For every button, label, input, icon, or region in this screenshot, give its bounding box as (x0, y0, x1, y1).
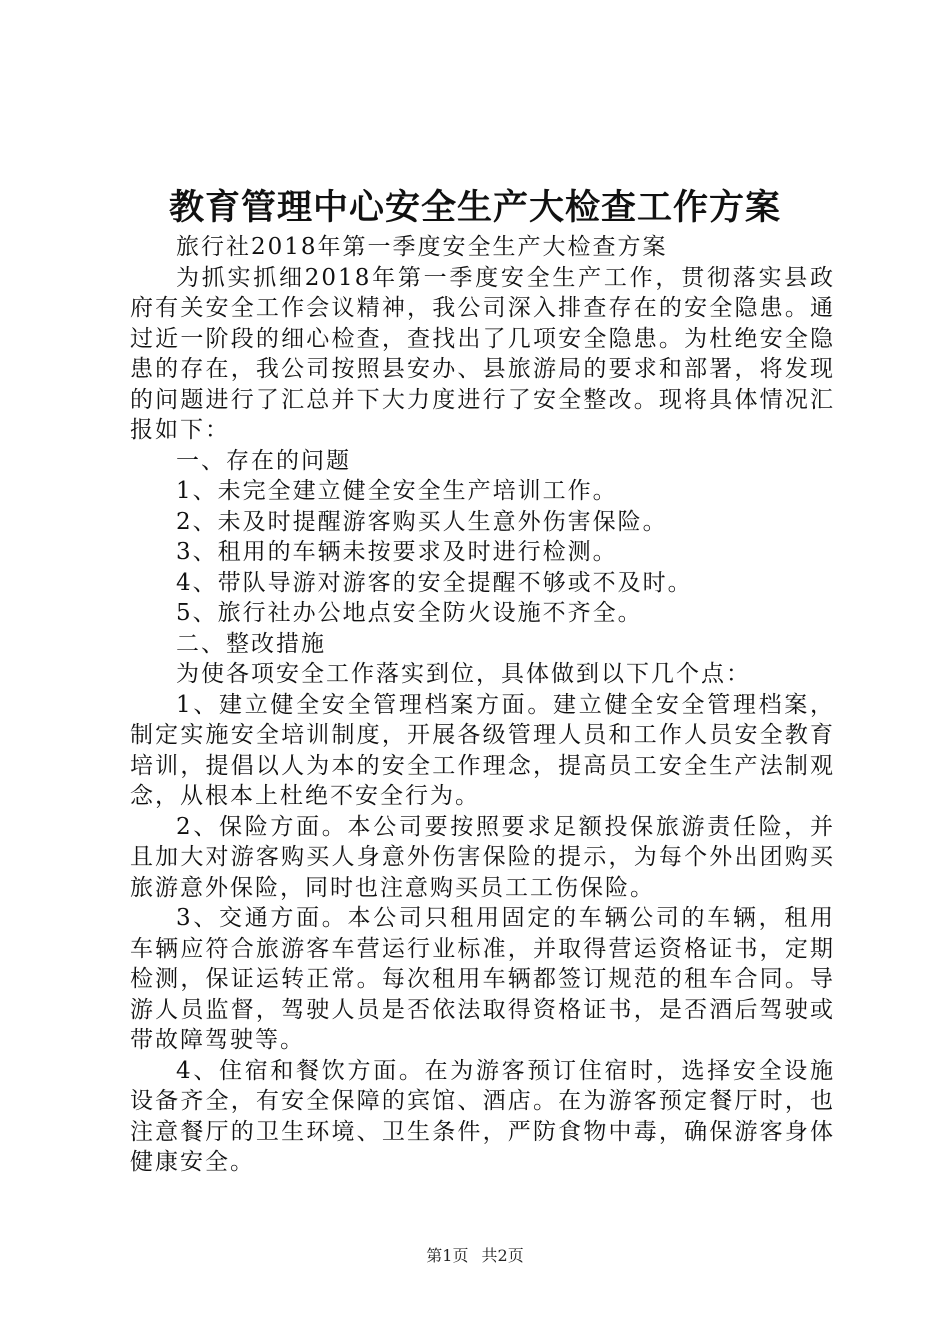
paragraph-measures-intro: 为使各项安全工作落实到位，具体做到以下几个点： (176, 661, 751, 687)
page-footer (0, 1246, 950, 1266)
problem-item: 3、租用的车辆未按要求及时进行检测。 (176, 539, 618, 565)
problem-item: 5、旅行社办公地点安全防火设施不齐全。 (176, 600, 643, 626)
page-number-current: 第1页 (426, 1246, 469, 1265)
paragraph-subtitle: 旅行社2018年第一季度安全生产大检查方案 (176, 234, 668, 260)
page-number-total: 共2页 (481, 1246, 524, 1265)
problem-item: 1、未完全建立健全安全生产培训工作。 (176, 478, 618, 504)
measure-item: 2、保险方面。本公司要按照要求足额投保旅游责任险，并且加大对游客购买人身意外伤害保险的提示，为每个外出团购买旅游意外保险，同时也注意购买员工工伤保险。 (130, 813, 835, 901)
problem-item: 4、带队导游对游客的安全提醒不够或不及时。 (176, 569, 693, 596)
paragraph-intro: 为抓实抓细2018年第一季度安全生产工作，贯彻落实县政府有关安全工作会议精神，我公司深入排查存在的安全隐患。通过近一阶段的细心检查，查找出了几项安全隐患。为杜绝安全隐患的存在，我公司按照县安办、县旅游局的要求和部署，将发现的问题进行了汇总并下大力度进行了安全整改。现将具体情况汇报如下： (130, 264, 835, 443)
measure-item: 3、交通方面。本公司只租用固定的车辆公司的车辆，租用车辆应符合旅游客车营运行业标准，并取得营运资格证书，定期检测，保证运转正常。每次租用车辆都签订规范的租车合同。导游人员监督，驾驶人员是否依法取得资格证书，是否酒后驾驶或带故障驾驶等。 (130, 905, 835, 1053)
problem-item: 2、未及时提醒游客购买人生意外伤害保险。 (176, 508, 668, 535)
measure-item: 4、住宿和餐饮方面。在为游客预订住宿时，选择安全设施设备齐全，有安全保障的宾馆、酒店。在为游客预定餐厅时，也注意餐厅的卫生环境、卫生条件，严防食物中毒，确保游客身体健康安全。 (130, 1057, 835, 1175)
measure-item: 1、建立健全安全管理档案方面。建立健全安全管理档案，制定实施安全培训制度，开展各级管理人员和工作人员安全教育培训，提倡以人为本的安全工作理念，提高员工安全生产法制观念，从根本上杜绝不安全行为。 (130, 691, 835, 809)
document-body (130, 232, 835, 1178)
section-heading-measures: 二、整改措施 (176, 630, 326, 657)
section-heading-problems: 一、存在的问题 (176, 447, 351, 474)
document-title: 教育管理中心安全生产大检查工作方案 (168, 187, 781, 228)
